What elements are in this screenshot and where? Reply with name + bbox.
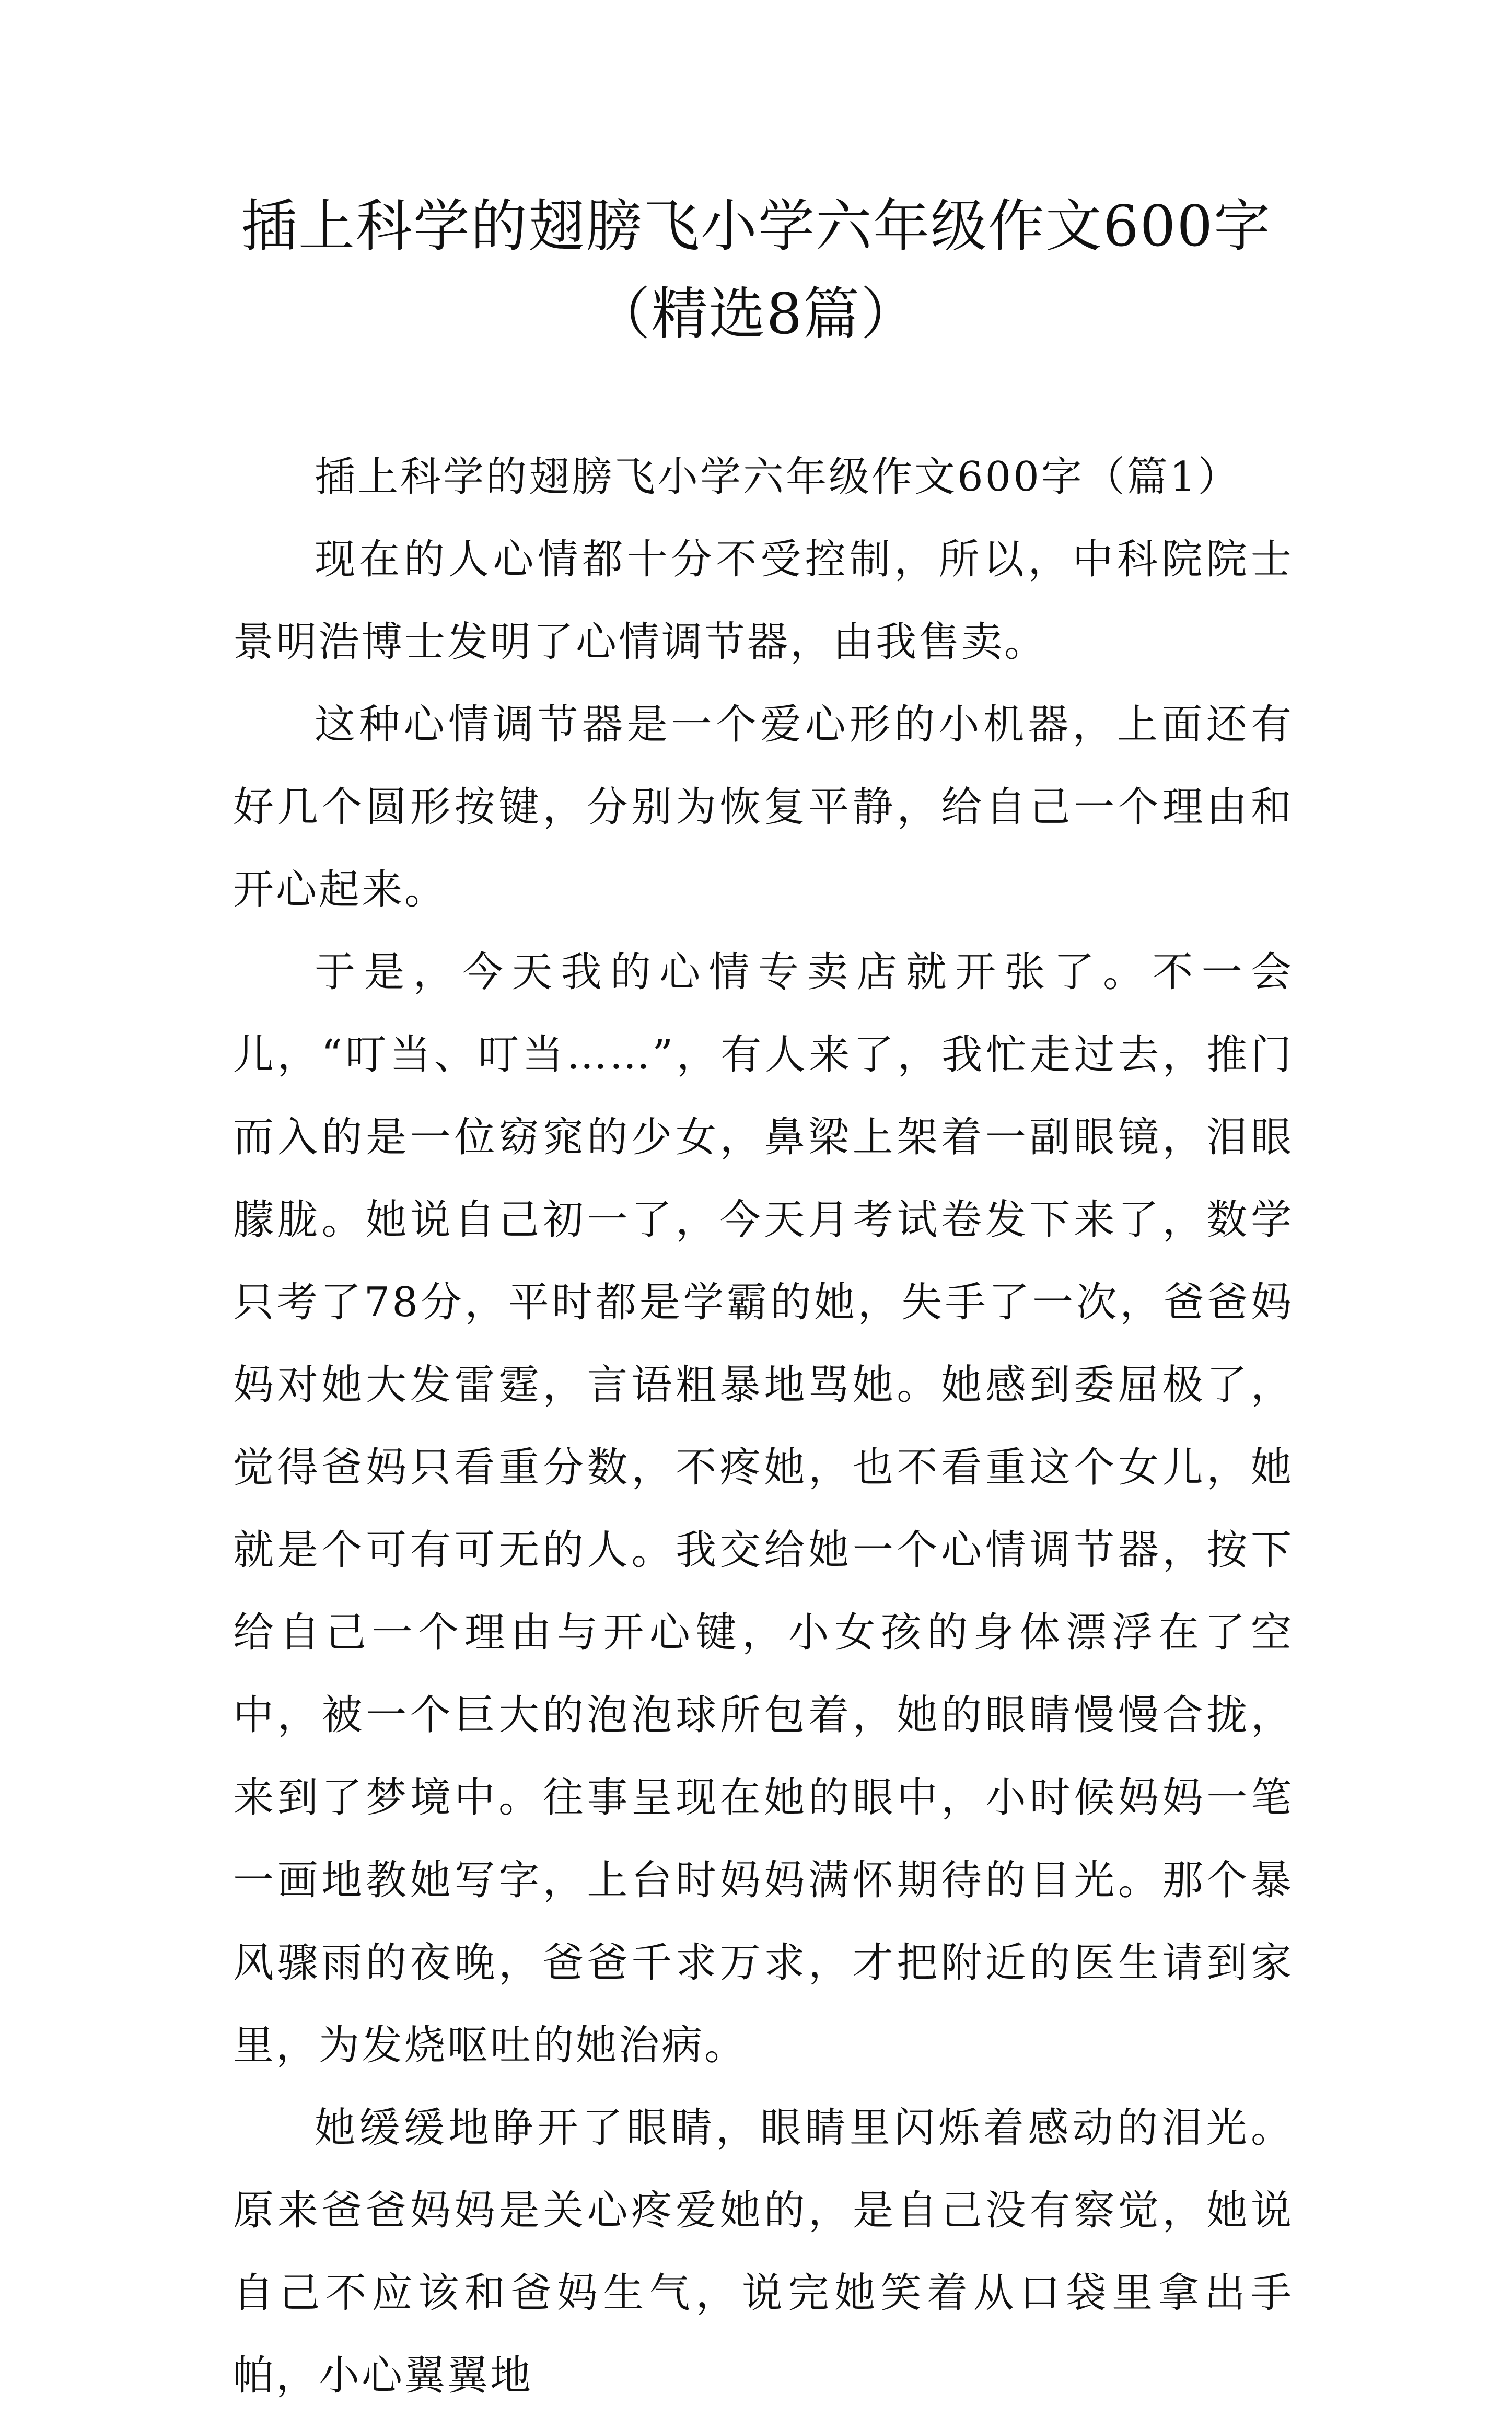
paragraph: 于是，今天我的心情专卖店就开张了。不一会儿，“叮当、叮当……”，有人来了，我忙走过去，推门而入的是一位窈窕的少女，鼻梁上架着一副眼镜，泪眼朦胧。她说自己初一了，今天月考试卷发下来了，数学只考了78分，平时都是学霸的她，失手了一次，爸爸妈妈对她大发雷霆，言语粗暴地骂她。她感到委屈极了，觉得爸妈只看重分数，不疼她，也不看重这个女儿，她就是个可有可无的人。我交给她一个心情调节器，按下给自己一个理由与开心键，小女孩的身体漂浮在了空中，被一个巨大的泡泡球所包着，她的眼睛慢慢合拢，来到了梦境中。往事呈现在她的眼中，小时候妈妈一笔一画地教她写字，上台时妈妈满怀期待的目光。那个暴风骤雨的夜晚，爸爸千求万求，才把附近的医生请到家里，为发烧呕吐的她治病。 [233,949,1294,2069]
paragraph: 她缓缓地睁开了眼睛，眼睛里闪烁着感动的泪光。原来爸爸妈妈是关心疼爱她的，是自己没有察觉，她说自己不应该和爸妈生气，说完她笑着从口袋里拿出手帕，小心翼翼地 [233,2105,1294,2399]
document-title-line-2: （精选8篇） [594,282,918,347]
document-title [188,183,1324,358]
document-body [233,436,1294,2417]
section-heading: 插上科学的翅膀飞小学六年级作文600字（篇1） [315,454,1241,501]
document-title-line-1: 插上科学的翅膀飞小学六年级作文600字 [240,194,1272,259]
paragraph: 这种心情调节器是一个爱心形的小机器，上面还有好几个圆形按键，分别为恢复平静，给自己一个理由和开心起来。 [233,701,1294,913]
paragraph: 现在的人心情都十分不受控制，所以，中科院院士景明浩博士发明了心情调节器，由我售卖。 [233,536,1294,666]
